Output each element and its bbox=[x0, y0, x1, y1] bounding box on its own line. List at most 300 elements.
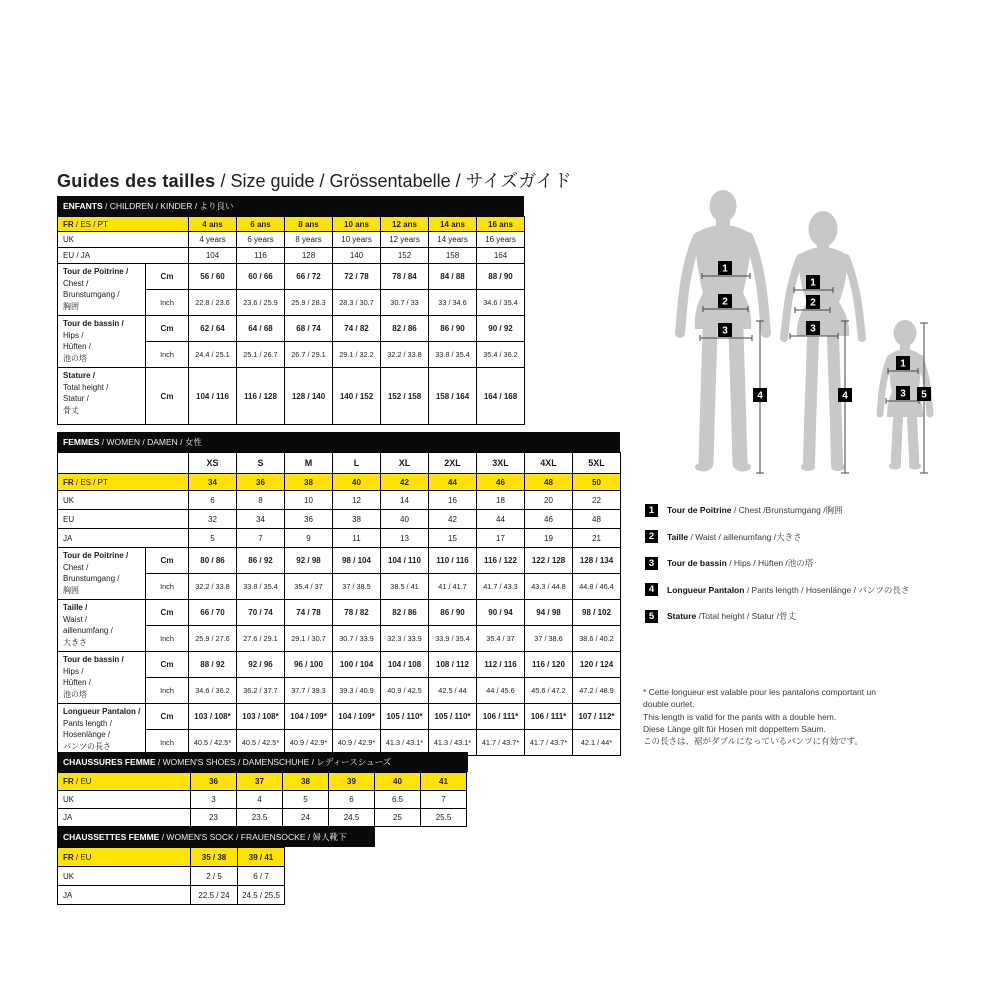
table-cell: M bbox=[285, 453, 333, 474]
table-cell: 41.3 / 43.1* bbox=[381, 730, 429, 756]
women-table-header-sub: / WOMEN / DAMEN / 女性 bbox=[99, 437, 202, 447]
table-cell: 10 ans bbox=[333, 217, 381, 232]
table-cell: 46 bbox=[477, 474, 525, 491]
table-cell: 6 bbox=[189, 491, 237, 510]
table-cell: 164 bbox=[477, 248, 525, 264]
row-label: Tour de Poitrine / Chest / Brunstumgang / 胸囲 bbox=[58, 264, 146, 316]
footnote-line: * Cette longueur est valable pour les pantalons comportant un bbox=[643, 687, 876, 697]
table-cell: 39 / 41 bbox=[238, 848, 285, 867]
table-cell: XL bbox=[381, 453, 429, 474]
table-cell: 2XL bbox=[429, 453, 477, 474]
row-label: JA bbox=[58, 809, 191, 827]
table-cell: 64 / 68 bbox=[237, 316, 285, 342]
table-cell: 44 bbox=[429, 474, 477, 491]
table-cell: 37 / 38.6 bbox=[525, 626, 573, 652]
table-row bbox=[58, 773, 467, 791]
table-cell: 24 bbox=[283, 809, 329, 827]
footnote-line: double ourlet. bbox=[643, 699, 695, 710]
legend-item bbox=[645, 556, 990, 570]
table-cell: 66 / 70 bbox=[189, 600, 237, 626]
table-cell: 35.4 / 37 bbox=[285, 574, 333, 600]
legend-number-badge: 5 bbox=[645, 610, 658, 623]
table-cell: 116 / 120 bbox=[525, 652, 573, 678]
table-cell: 32.3 / 33.9 bbox=[381, 626, 429, 652]
table-cell: 41 bbox=[421, 773, 467, 791]
table-cell: 120 / 124 bbox=[573, 652, 621, 678]
table-row bbox=[58, 652, 621, 678]
women-socks-header-title: CHAUSSETTES FEMME bbox=[63, 832, 160, 842]
table-cell: 17 bbox=[477, 529, 525, 548]
table-cell: 105 / 110* bbox=[381, 704, 429, 730]
table-cell: 26.7 / 29.1 bbox=[285, 342, 333, 368]
table-cell: 10 years bbox=[333, 232, 381, 248]
table-cell: 105 / 110* bbox=[429, 704, 477, 730]
table-cell: 98 / 102 bbox=[573, 600, 621, 626]
table-cell: 22.8 / 23.6 bbox=[189, 290, 237, 316]
table-row bbox=[58, 809, 467, 827]
table-cell: 90 / 92 bbox=[477, 316, 525, 342]
table-cell: 18 bbox=[477, 491, 525, 510]
table-cell: 106 / 111* bbox=[477, 704, 525, 730]
table-cell: 44 bbox=[477, 510, 525, 529]
table-cell: 6 years bbox=[237, 232, 285, 248]
table-cell: 22 bbox=[573, 491, 621, 510]
legend-item-label: Tour de Poitrine / Chest /Brunstumgang /胸囲 bbox=[667, 505, 843, 515]
table-cell: 32.2 / 33.8 bbox=[189, 574, 237, 600]
row-label: Tour de bassin / Hips / Hüften / 池の塔 bbox=[58, 316, 146, 368]
table-cell: 40 bbox=[333, 474, 381, 491]
table-cell: 8 years bbox=[285, 232, 333, 248]
table-cell: 107 / 112* bbox=[573, 704, 621, 730]
table-cell: 104 / 109* bbox=[285, 704, 333, 730]
table-cell: 21 bbox=[573, 529, 621, 548]
legend-item-label: Tour de bassin / Hips / Hüften /池の塔 bbox=[667, 558, 814, 568]
table-cell: L bbox=[333, 453, 381, 474]
table-cell: 6 bbox=[329, 791, 375, 809]
table-cell: 104 / 108 bbox=[381, 652, 429, 678]
unit-cell: Cm bbox=[146, 548, 189, 574]
table-cell: 24.5 bbox=[329, 809, 375, 827]
table-cell: 96 / 100 bbox=[285, 652, 333, 678]
table-cell: 30.7 / 33.9 bbox=[333, 626, 381, 652]
table-cell: 13 bbox=[381, 529, 429, 548]
marker-number: 1 bbox=[900, 358, 906, 370]
table-cell: 108 / 112 bbox=[429, 652, 477, 678]
women-shoes-header-title: CHAUSSURES FEMME bbox=[63, 757, 156, 767]
table-row bbox=[58, 886, 285, 905]
table-cell: 60 / 66 bbox=[237, 264, 285, 290]
legend-item bbox=[645, 609, 990, 623]
woman-silhouette bbox=[784, 211, 862, 471]
page-title-sub: / Size guide / Grössentabelle / サイズガイド bbox=[215, 171, 572, 191]
table-cell: 24.4 / 25.1 bbox=[189, 342, 237, 368]
women-socks-table bbox=[57, 847, 285, 905]
table-row bbox=[58, 474, 621, 491]
women-size-table bbox=[57, 452, 621, 756]
table-cell: 82 / 86 bbox=[381, 600, 429, 626]
table-cell: 3XL bbox=[477, 453, 525, 474]
table-cell: 116 / 122 bbox=[477, 548, 525, 574]
footnote-line: Diese Länge gilt für Hosen mit doppeltem Saum. bbox=[643, 723, 826, 734]
marker-number: 3 bbox=[810, 323, 816, 335]
table-cell: 140 bbox=[333, 248, 381, 264]
page-title-main: Guides des tailles bbox=[57, 171, 216, 191]
row-label: JA bbox=[58, 886, 191, 905]
table-row bbox=[58, 791, 467, 809]
row-label bbox=[58, 453, 189, 474]
table-cell: 40 bbox=[375, 773, 421, 791]
table-cell: 42.1 / 44* bbox=[573, 730, 621, 756]
row-label: Tour de Poitrine / Chest / Brunstumgang / 胸囲 bbox=[58, 548, 146, 600]
table-cell: 35.4 / 37 bbox=[477, 626, 525, 652]
table-cell: 2 / 5 bbox=[191, 867, 238, 886]
table-cell: 25.1 / 26.7 bbox=[237, 342, 285, 368]
table-cell: 39 bbox=[329, 773, 375, 791]
table-cell: 15 bbox=[429, 529, 477, 548]
table-cell: 33.8 / 35.4 bbox=[429, 342, 477, 368]
table-cell: 110 / 116 bbox=[429, 548, 477, 574]
marker-number: 2 bbox=[810, 297, 816, 309]
footnote bbox=[643, 686, 988, 747]
table-cell: 40.9 / 42.9* bbox=[333, 730, 381, 756]
row-label: JA bbox=[58, 529, 189, 548]
table-cell: 12 ans bbox=[381, 217, 429, 232]
legend-item bbox=[645, 530, 990, 544]
legend-number-badge: 2 bbox=[645, 530, 658, 543]
table-cell: 16 ans bbox=[477, 217, 525, 232]
table-cell: 116 / 128 bbox=[237, 368, 285, 425]
row-label: UK bbox=[58, 791, 191, 809]
table-cell: 29.1 / 32.2 bbox=[333, 342, 381, 368]
table-cell: 140 / 152 bbox=[333, 368, 381, 425]
table-cell: 29.1 / 30.7 bbox=[285, 626, 333, 652]
table-cell: 38 bbox=[283, 773, 329, 791]
unit-cell: Cm bbox=[146, 368, 189, 425]
table-cell: 94 / 98 bbox=[525, 600, 573, 626]
table-cell: 32 bbox=[189, 510, 237, 529]
table-cell: 19 bbox=[525, 529, 573, 548]
table-cell: 4 years bbox=[189, 232, 237, 248]
table-cell: 33 / 34.6 bbox=[429, 290, 477, 316]
table-cell: 48 bbox=[573, 510, 621, 529]
table-cell: 74 / 78 bbox=[285, 600, 333, 626]
table-cell: 24.5 / 25.5 bbox=[238, 886, 285, 905]
table-cell: 12 bbox=[333, 491, 381, 510]
table-cell: 28.3 / 30.7 bbox=[333, 290, 381, 316]
table-cell: 30.7 / 33 bbox=[381, 290, 429, 316]
row-label: Tour de bassin / Hips / Hüften / 池の塔 bbox=[58, 652, 146, 704]
table-cell: 40.5 / 42.5* bbox=[189, 730, 237, 756]
table-cell: 62 / 64 bbox=[189, 316, 237, 342]
table-cell: 42 bbox=[429, 510, 477, 529]
table-cell: 152 bbox=[381, 248, 429, 264]
unit-cell: Inch bbox=[146, 678, 189, 704]
table-cell: 56 / 60 bbox=[189, 264, 237, 290]
table-cell: 4XL bbox=[525, 453, 573, 474]
women-shoes-section bbox=[57, 752, 468, 827]
table-cell: 8 ans bbox=[285, 217, 333, 232]
table-cell: 34.6 / 35.4 bbox=[477, 290, 525, 316]
table-cell: 39.3 / 40.9 bbox=[333, 678, 381, 704]
unit-cell: Cm bbox=[146, 704, 189, 730]
table-row bbox=[58, 704, 621, 730]
table-row bbox=[58, 600, 621, 626]
table-cell: 25.5 bbox=[421, 809, 467, 827]
unit-cell: Cm bbox=[146, 264, 189, 290]
unit-cell: Inch bbox=[146, 626, 189, 652]
table-cell: 5XL bbox=[573, 453, 621, 474]
table-cell: 38.6 / 40.2 bbox=[573, 626, 621, 652]
table-cell: 25.9 / 27.6 bbox=[189, 626, 237, 652]
row-label: Taille / Waist / aillenumfang / 大きさ bbox=[58, 600, 146, 652]
women-socks-header-sub: / WOMEN'S SOCK / FRAUENSOCKE / 婦人靴下 bbox=[159, 832, 347, 842]
marker-number: 4 bbox=[842, 390, 848, 402]
table-cell: 40 bbox=[381, 510, 429, 529]
table-cell: 5 bbox=[189, 529, 237, 548]
women-socks-section bbox=[57, 827, 375, 905]
table-cell: 92 / 98 bbox=[285, 548, 333, 574]
table-cell: 5 bbox=[283, 791, 329, 809]
table-cell: 44.8 / 46.4 bbox=[573, 574, 621, 600]
marker-number: 3 bbox=[900, 388, 906, 400]
table-cell: 12 years bbox=[381, 232, 429, 248]
table-cell: 8 bbox=[237, 491, 285, 510]
table-cell: 6 / 7 bbox=[238, 867, 285, 886]
table-cell: 41.7 / 43.7* bbox=[525, 730, 573, 756]
table-cell: 98 / 104 bbox=[333, 548, 381, 574]
table-cell: 80 / 86 bbox=[189, 548, 237, 574]
table-cell: 25.9 / 28.3 bbox=[285, 290, 333, 316]
legend-item-label: Taille / Waist / aillenumfang /大きさ bbox=[667, 531, 802, 542]
footnote-line: この長さは、裾がダブルになっているパンツに有効です。 bbox=[643, 736, 863, 747]
table-cell: 158 / 164 bbox=[429, 368, 477, 425]
unit-cell: Cm bbox=[146, 600, 189, 626]
table-cell: 116 bbox=[237, 248, 285, 264]
women-table-header-title: FEMMES bbox=[63, 437, 100, 447]
children-table-header-title: ENFANTS bbox=[63, 201, 103, 211]
table-cell: 23.6 / 25.9 bbox=[237, 290, 285, 316]
row-label: Longueur Pantalon / Pants length / Hosenlänge / パンツの長さ bbox=[58, 704, 146, 756]
table-cell: 34 bbox=[189, 474, 237, 491]
unit-cell: Cm bbox=[146, 652, 189, 678]
table-cell: 128 bbox=[285, 248, 333, 264]
table-cell: 16 years bbox=[477, 232, 525, 248]
table-cell: 68 / 74 bbox=[285, 316, 333, 342]
table-cell: 14 years bbox=[429, 232, 477, 248]
table-row bbox=[58, 491, 621, 510]
row-label: EU bbox=[58, 510, 189, 529]
table-cell: 14 ans bbox=[429, 217, 477, 232]
table-cell: 38 bbox=[285, 474, 333, 491]
table-cell: 37 / 38.5 bbox=[333, 574, 381, 600]
table-row bbox=[58, 548, 621, 574]
table-row bbox=[58, 529, 621, 548]
table-cell: 70 / 74 bbox=[237, 600, 285, 626]
table-cell: 40.9 / 42.9* bbox=[285, 730, 333, 756]
table-cell: 88 / 92 bbox=[189, 652, 237, 678]
table-cell: 86 / 92 bbox=[237, 548, 285, 574]
legend-item-label: Stature /Total height / Statur /骨丈 bbox=[667, 611, 796, 621]
marker-number: 3 bbox=[722, 325, 728, 337]
table-cell: 40.5 / 42.5* bbox=[237, 730, 285, 756]
women-socks-header bbox=[57, 827, 375, 847]
table-cell: 38.5 / 41 bbox=[381, 574, 429, 600]
table-cell: 104 / 116 bbox=[189, 368, 237, 425]
table-cell: S bbox=[237, 453, 285, 474]
table-cell: 38 bbox=[333, 510, 381, 529]
table-cell: 42 bbox=[381, 474, 429, 491]
table-cell: 9 bbox=[285, 529, 333, 548]
unit-cell: Inch bbox=[146, 730, 189, 756]
table-cell: 27.6 / 29.1 bbox=[237, 626, 285, 652]
table-cell: 6 ans bbox=[237, 217, 285, 232]
legend-number-badge: 1 bbox=[645, 504, 658, 517]
table-cell: 86 / 90 bbox=[429, 316, 477, 342]
row-label: FR / ES / PT bbox=[58, 217, 189, 232]
row-label: Stature / Total height / Statur / 骨丈 bbox=[58, 368, 146, 425]
table-row bbox=[58, 368, 525, 425]
table-cell: 88 / 90 bbox=[477, 264, 525, 290]
table-cell: 43.3 / 44.8 bbox=[525, 574, 573, 600]
table-cell: 78 / 82 bbox=[333, 600, 381, 626]
table-row bbox=[58, 848, 285, 867]
legend-item-label: Longueur Pantalon / Pants length / Hosenlänge / パンツの長さ bbox=[667, 584, 910, 595]
table-cell: 4 ans bbox=[189, 217, 237, 232]
table-cell: 66 / 72 bbox=[285, 264, 333, 290]
row-label: UK bbox=[58, 232, 189, 248]
table-cell: 7 bbox=[237, 529, 285, 548]
table-cell: 74 / 82 bbox=[333, 316, 381, 342]
table-cell: 3 bbox=[191, 791, 237, 809]
table-cell: 23.5 bbox=[237, 809, 283, 827]
table-cell: 37 bbox=[237, 773, 283, 791]
table-cell: 23 bbox=[191, 809, 237, 827]
table-cell: 36 bbox=[237, 474, 285, 491]
table-cell: 25 bbox=[375, 809, 421, 827]
women-shoes-header-sub: / WOMEN'S SHOES / DAMENSCHUHE / レディースシューズ bbox=[155, 757, 392, 767]
table-cell: 104 bbox=[189, 248, 237, 264]
legend-number-badge: 3 bbox=[645, 557, 658, 570]
table-cell: 33.9 / 35.4 bbox=[429, 626, 477, 652]
table-cell: 35.4 / 36.2 bbox=[477, 342, 525, 368]
table-cell: 72 / 78 bbox=[333, 264, 381, 290]
women-shoes-table bbox=[57, 772, 467, 827]
legend-item bbox=[645, 503, 990, 517]
row-label: EU / JA bbox=[58, 248, 189, 264]
unit-cell: Inch bbox=[146, 342, 189, 368]
row-label: UK bbox=[58, 491, 189, 510]
table-cell: 46 bbox=[525, 510, 573, 529]
table-row bbox=[58, 232, 525, 248]
marker-number: 2 bbox=[722, 296, 728, 308]
table-cell: 164 / 168 bbox=[477, 368, 525, 425]
table-cell: 86 / 90 bbox=[429, 600, 477, 626]
table-cell: 33.8 / 35.4 bbox=[237, 574, 285, 600]
table-cell: 100 / 104 bbox=[333, 652, 381, 678]
table-cell: 6.5 bbox=[375, 791, 421, 809]
table-cell: 90 / 94 bbox=[477, 600, 525, 626]
footnote-line: This length is valid for the pants with a double hem. bbox=[643, 711, 837, 722]
table-cell: 103 / 108* bbox=[189, 704, 237, 730]
table-cell: 78 / 84 bbox=[381, 264, 429, 290]
table-row bbox=[58, 510, 621, 529]
table-cell: 48 bbox=[525, 474, 573, 491]
children-table-header-sub: / CHILDREN / KINDER / より良い bbox=[102, 201, 234, 211]
children-size-table bbox=[57, 216, 525, 425]
table-cell: 45.6 / 47.2 bbox=[525, 678, 573, 704]
table-cell: 11 bbox=[333, 529, 381, 548]
table-row bbox=[58, 316, 525, 342]
table-cell: 10 bbox=[285, 491, 333, 510]
table-cell: 34 bbox=[237, 510, 285, 529]
table-cell: 44 / 45.6 bbox=[477, 678, 525, 704]
table-cell: 92 / 96 bbox=[237, 652, 285, 678]
table-cell: 82 / 86 bbox=[381, 316, 429, 342]
marker-number: 5 bbox=[921, 389, 927, 401]
children-table-header bbox=[57, 196, 524, 216]
table-row bbox=[58, 264, 525, 290]
women-size-section bbox=[57, 432, 620, 756]
children-size-section bbox=[57, 196, 524, 425]
table-cell: 42.5 / 44 bbox=[429, 678, 477, 704]
table-cell: 37.7 / 39.3 bbox=[285, 678, 333, 704]
table-cell: 41.3 / 43.1* bbox=[429, 730, 477, 756]
table-cell: 40.9 / 42.5 bbox=[381, 678, 429, 704]
table-cell: 152 / 158 bbox=[381, 368, 429, 425]
table-row bbox=[58, 248, 525, 264]
table-cell: 7 bbox=[421, 791, 467, 809]
body-measurement-figures bbox=[640, 183, 980, 488]
table-row bbox=[58, 867, 285, 886]
unit-cell: Inch bbox=[146, 574, 189, 600]
table-cell: 104 / 109* bbox=[333, 704, 381, 730]
table-cell: 32.2 / 33.8 bbox=[381, 342, 429, 368]
table-row bbox=[58, 453, 621, 474]
table-cell: 4 bbox=[237, 791, 283, 809]
table-cell: 158 bbox=[429, 248, 477, 264]
table-cell: 14 bbox=[381, 491, 429, 510]
table-cell: XS bbox=[189, 453, 237, 474]
table-cell: 41.7 / 43.3 bbox=[477, 574, 525, 600]
table-cell: 128 / 134 bbox=[573, 548, 621, 574]
table-cell: 47.2 / 48.9 bbox=[573, 678, 621, 704]
table-cell: 41 / 41.7 bbox=[429, 574, 477, 600]
legend-item bbox=[645, 583, 990, 597]
table-cell: 36 bbox=[285, 510, 333, 529]
table-cell: 20 bbox=[525, 491, 573, 510]
table-cell: 104 / 110 bbox=[381, 548, 429, 574]
women-shoes-header bbox=[57, 752, 468, 772]
row-label: UK bbox=[58, 867, 191, 886]
page-title bbox=[57, 167, 572, 193]
measurement-legend bbox=[645, 503, 990, 636]
table-cell: 84 / 88 bbox=[429, 264, 477, 290]
row-label: FR / ES / PT bbox=[58, 474, 189, 491]
table-cell: 16 bbox=[429, 491, 477, 510]
table-cell: 34.6 / 36.2 bbox=[189, 678, 237, 704]
table-cell: 36.2 / 37.7 bbox=[237, 678, 285, 704]
table-cell: 36 bbox=[191, 773, 237, 791]
table-cell: 35 / 38 bbox=[191, 848, 238, 867]
table-cell: 122 / 128 bbox=[525, 548, 573, 574]
row-label: FR / EU bbox=[58, 848, 191, 867]
marker-number: 1 bbox=[722, 263, 728, 275]
table-cell: 22.5 / 24 bbox=[191, 886, 238, 905]
table-cell: 41.7 / 43.7* bbox=[477, 730, 525, 756]
unit-cell: Cm bbox=[146, 316, 189, 342]
table-cell: 128 / 140 bbox=[285, 368, 333, 425]
unit-cell: Inch bbox=[146, 290, 189, 316]
